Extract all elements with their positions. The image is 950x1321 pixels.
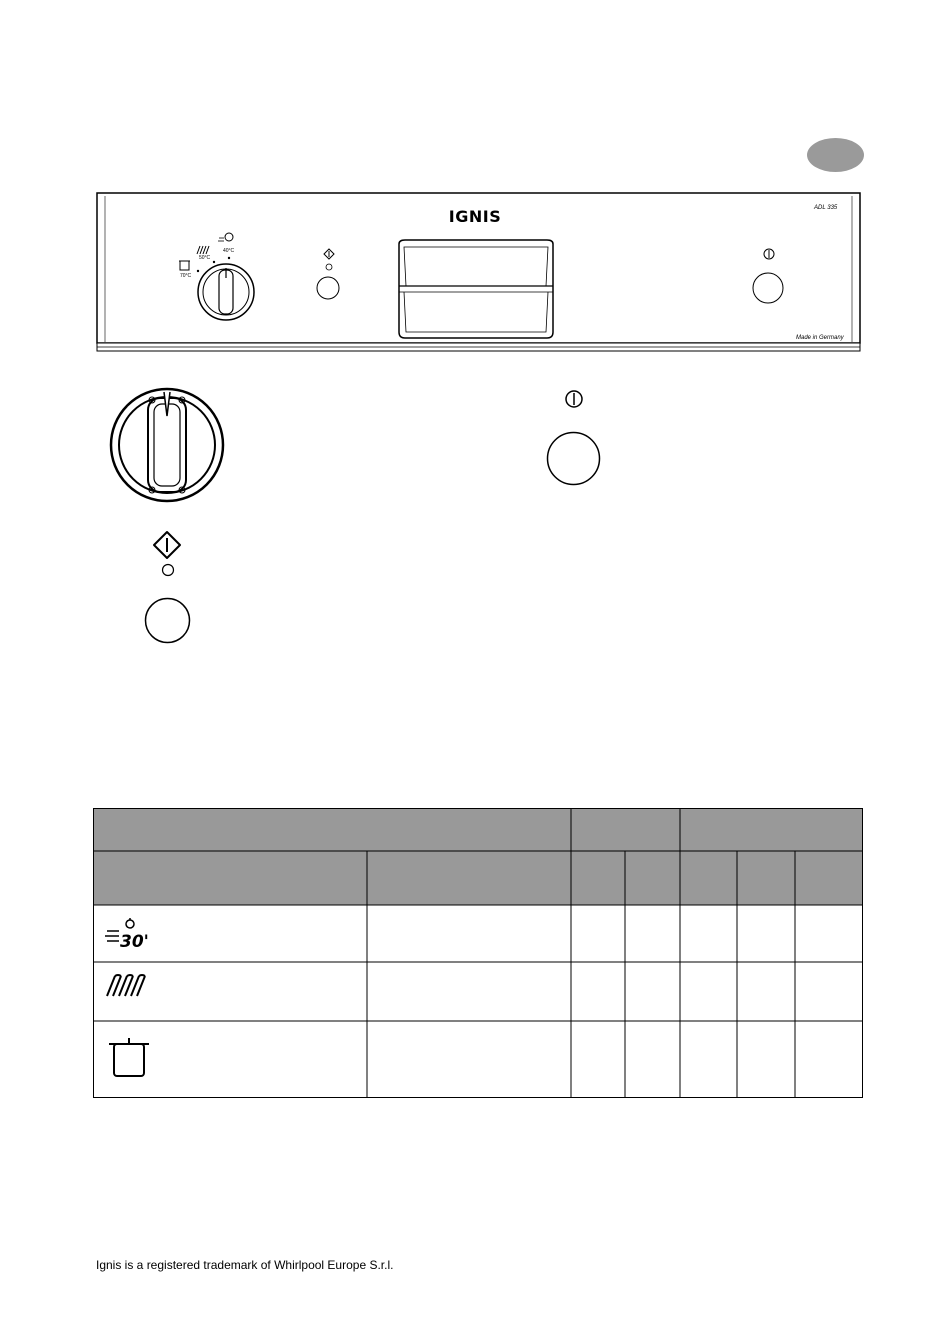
start-led <box>161 563 175 577</box>
made-in-label: Made in Germany <box>796 335 844 341</box>
program-table <box>93 808 863 1098</box>
temp-50-label: 50°C <box>199 255 211 261</box>
temp-70-label: 70°C <box>180 273 192 279</box>
brand-logo: IGNIS <box>448 207 502 226</box>
glasses-icon <box>107 975 145 996</box>
power-icon <box>564 389 584 409</box>
pot-icon <box>109 1038 149 1076</box>
temp-40-label: 40°C <box>223 248 235 254</box>
language-badge <box>807 138 864 172</box>
quick-wash-icon <box>105 918 149 952</box>
trademark-notice: Ignis is a registered trademark of Whirlpool Europe S.r.l. <box>96 1258 394 1272</box>
program-knob <box>108 386 226 504</box>
start-button[interactable] <box>144 597 191 644</box>
start-led-small <box>326 264 332 270</box>
door-handle <box>399 240 553 338</box>
quick-wash-icon-label: 30' <box>120 932 149 952</box>
power-button[interactable] <box>546 431 601 486</box>
control-panel-illustration <box>96 192 861 352</box>
start-button-small <box>317 277 339 299</box>
model-number: ADL 335 <box>814 205 838 211</box>
power-button-small <box>753 273 783 303</box>
start-icon <box>151 529 183 561</box>
